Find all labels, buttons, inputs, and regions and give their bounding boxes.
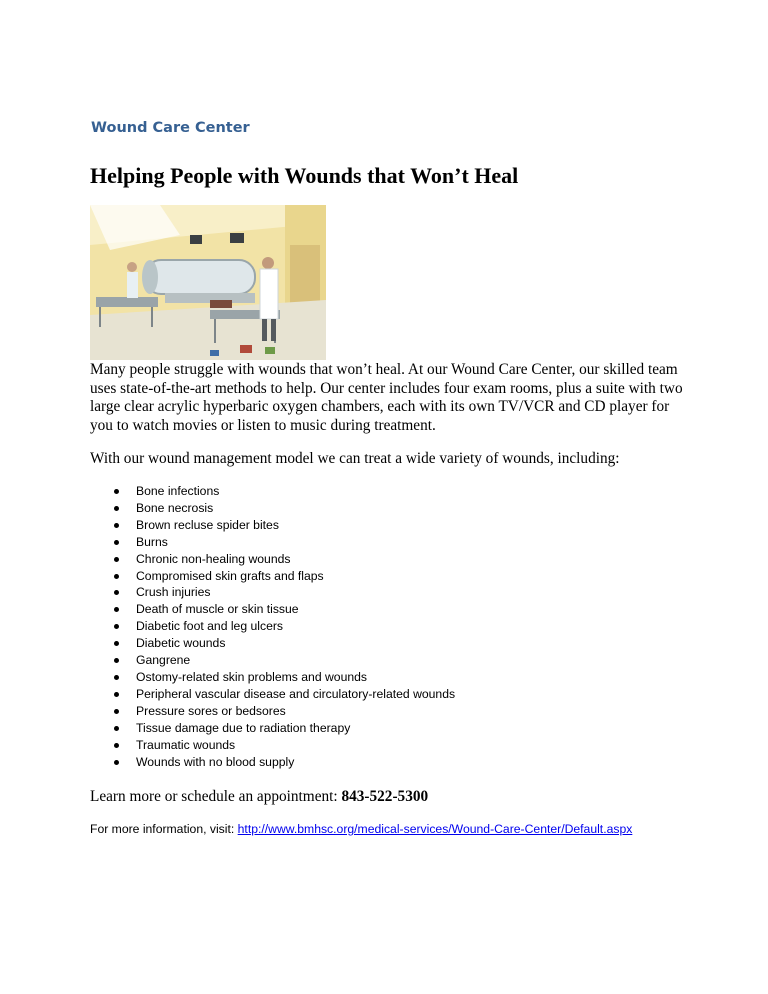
bullet-icon: [114, 641, 119, 646]
bullet-icon: [114, 607, 119, 612]
list-item-label: Gangrene: [136, 653, 191, 668]
more-info-text: For more information, visit:: [90, 822, 238, 836]
bullet-icon: [114, 726, 119, 731]
bullet-icon: [114, 523, 119, 528]
list-item-label: Ostomy-related skin problems and wounds: [136, 669, 367, 684]
more-info-line: [90, 822, 632, 836]
bullet-icon: [114, 489, 119, 494]
page-title: Helping People with Wounds that Won’t Heal: [90, 163, 519, 188]
list-item: [100, 601, 455, 618]
bullet-icon: [114, 658, 119, 663]
list-item-label: Peripheral vascular disease and circulatory-related wounds: [136, 686, 456, 701]
list-item-label: Bone necrosis: [136, 500, 214, 515]
bullet-icon: [114, 574, 119, 579]
list-item: [100, 534, 455, 551]
list-item-label: Compromised skin grafts and flaps: [136, 568, 324, 583]
list-item-label: Pressure sores or bedsores: [136, 703, 286, 718]
contact-line: [90, 788, 428, 806]
bullet-icon: [114, 557, 119, 562]
list-item: [100, 720, 455, 737]
list-item: [100, 618, 455, 635]
list-item-label: Diabetic foot and leg ulcers: [136, 619, 284, 634]
phone-number: 843-522-5300: [341, 788, 429, 805]
list-item-label: Bone infections: [136, 484, 220, 498]
hyperbaric-chamber-photo: [90, 205, 326, 360]
list-item-label: Brown recluse spider bites: [136, 517, 279, 532]
more-info-link[interactable]: http://www.bmhsc.org/medical-services/Wound-Care-Center/Default.aspx: [237, 822, 633, 836]
list-item-label: Traumatic wounds: [136, 737, 236, 752]
list-item-label: Burns: [136, 534, 168, 549]
list-item-label: Death of muscle or skin tissue: [136, 602, 299, 617]
list-item-label: Wounds with no blood supply: [136, 754, 295, 769]
list-item-label: Tissue damage due to radiation therapy: [136, 720, 351, 735]
bullet-icon: [114, 692, 119, 697]
list-item: [100, 568, 455, 585]
wound-types-list: [100, 483, 455, 770]
list-item: [100, 737, 455, 754]
contact-text: Learn more or schedule an appointment:: [90, 788, 342, 805]
bullet-icon: [114, 590, 119, 595]
list-item: [100, 517, 455, 534]
list-item-label: Crush injuries: [136, 585, 211, 600]
list-item: [100, 483, 455, 500]
list-item: [100, 669, 455, 686]
list-item: [100, 686, 455, 703]
intro-paragraph: Many people struggle with wounds that won’t heal. At our Wound Care Center, our skilled team uses state-of-the-art methods to help. Our center includes four exam rooms, plus a suite with two large clear acrylic hyperbaric oxygen chambers, each with its own TV/VCR and CD player for you to watch movies or listen to music during treatment.: [90, 361, 683, 434]
section-label: Wound Care Center: [91, 120, 250, 136]
list-item: [100, 500, 455, 517]
bullet-icon: [114, 760, 119, 765]
list-item: [100, 652, 455, 669]
bullet-icon: [114, 709, 119, 714]
list-item: [100, 551, 455, 568]
list-item: [100, 635, 455, 652]
list-item: [100, 703, 455, 720]
bullet-icon: [114, 675, 119, 680]
list-item: [100, 754, 455, 771]
bullet-icon: [114, 624, 119, 629]
list-item-label: Diabetic wounds: [136, 636, 226, 651]
list-item: [100, 584, 455, 601]
bullet-icon: [114, 743, 119, 748]
list-item-label: Chronic non-healing wounds: [136, 551, 291, 566]
bullet-icon: [114, 506, 119, 511]
treatment-intro-paragraph: With our wound management model we can treat a wide variety of wounds, including:: [90, 450, 620, 467]
bullet-icon: [114, 540, 119, 545]
